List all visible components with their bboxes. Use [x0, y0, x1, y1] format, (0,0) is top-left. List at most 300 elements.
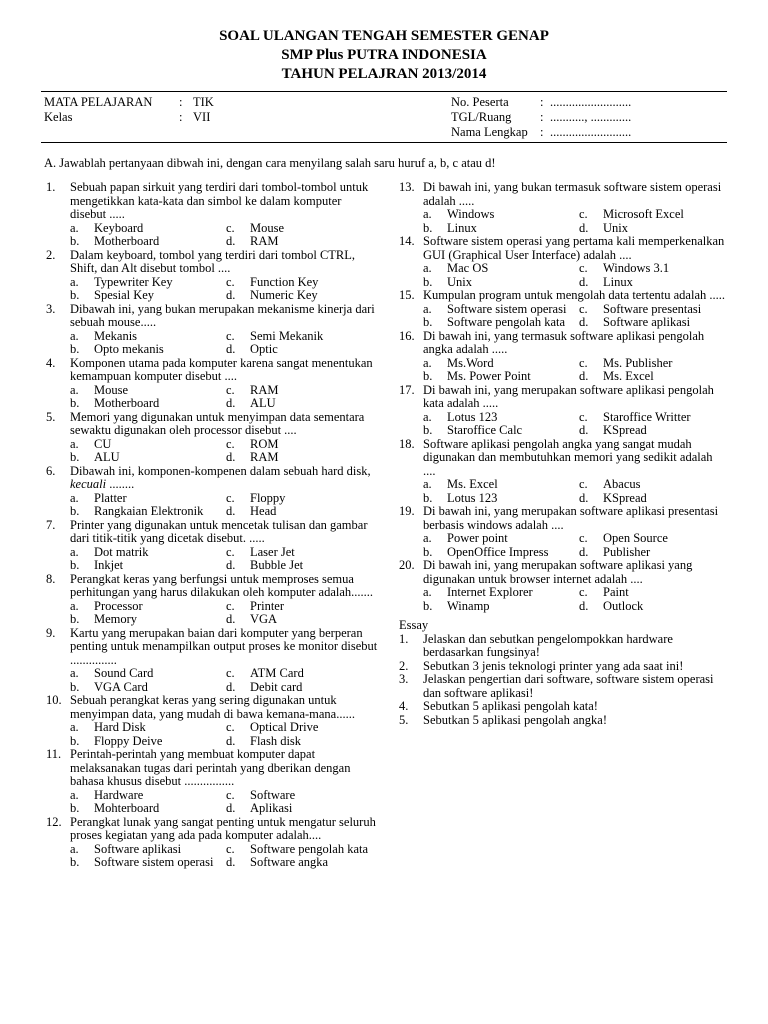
question-number: 10.	[46, 693, 62, 707]
option-letter: c.	[226, 274, 235, 289]
answer-option[interactable]	[70, 559, 226, 573]
option-text: Motherboard	[94, 396, 160, 410]
option-letter: c.	[226, 666, 235, 680]
answer-option[interactable]	[423, 208, 579, 222]
option-text: RAM	[250, 450, 279, 464]
essay-title: Essay	[399, 618, 429, 632]
option-text: ROM	[250, 436, 279, 451]
answer-option[interactable]	[423, 303, 579, 317]
answer-option[interactable]	[579, 370, 727, 384]
option-text: ATM Card	[250, 666, 304, 680]
option-letter: b.	[70, 679, 80, 694]
option-letter: c.	[226, 328, 235, 343]
question-item	[46, 694, 378, 748]
option-text: Ms. Power Point	[447, 369, 531, 383]
answer-option[interactable]	[579, 600, 727, 614]
answer-options	[46, 546, 378, 573]
option-letter: a.	[70, 328, 79, 343]
answer-option[interactable]	[226, 681, 378, 695]
question-text-main: Dibawah ini, komponen-kompenen dalam sebuah hard disk,	[70, 463, 371, 478]
question-item	[46, 357, 378, 411]
info-label: Kelas	[44, 110, 73, 124]
answer-option[interactable]	[226, 789, 378, 803]
question-number: 12.	[46, 814, 62, 829]
info-left	[44, 95, 214, 125]
option-text: Printer	[250, 598, 285, 613]
questions-right-column	[399, 181, 727, 727]
question-text	[423, 330, 727, 357]
question-stem	[46, 519, 378, 546]
answer-option[interactable]	[226, 735, 378, 749]
option-letter: c.	[226, 720, 235, 734]
answer-option[interactable]	[226, 343, 378, 357]
answer-option[interactable]	[226, 384, 378, 398]
question-text	[70, 519, 378, 546]
option-text: Linux	[603, 274, 633, 289]
answer-options	[46, 789, 378, 816]
answer-option[interactable]	[579, 357, 727, 371]
option-letter: d.	[579, 369, 589, 383]
option-text: Outlock	[603, 598, 644, 613]
essay-number: 1.	[399, 631, 409, 646]
option-letter: b.	[423, 220, 433, 235]
option-letter: c.	[226, 841, 235, 856]
question-text-emphasis: kecuali	[70, 477, 107, 491]
header-title: SOAL ULANGAN TENGAH SEMESTER GENAP	[219, 28, 549, 44]
option-text: Software aplikasi	[603, 315, 691, 329]
question-stem	[46, 748, 378, 789]
question-text	[423, 181, 727, 208]
essay-number: 4.	[399, 699, 409, 713]
question-number: 9.	[46, 625, 56, 640]
question-text-main: Di bawah ini, yang merupakan software aplikasi yang digunakan untuk browser internet adalah ....	[423, 558, 693, 586]
question-number: 4.	[46, 355, 56, 370]
answer-option[interactable]	[70, 235, 226, 249]
answer-options	[399, 208, 727, 235]
answer-option[interactable]	[423, 586, 579, 600]
answer-option[interactable]	[226, 222, 378, 236]
option-text: Ms.Word	[447, 355, 494, 370]
question-text-main: Software sistem operasi yang pertama kali memperkenalkan GUI (Graphical User Interface) adalah ....	[423, 234, 725, 262]
option-text: Ms. Excel	[603, 369, 654, 383]
option-text: Staroffice Writter	[603, 409, 691, 424]
question-number: 20.	[399, 558, 415, 572]
question-stem	[46, 357, 378, 384]
info-value: VII	[193, 110, 211, 124]
answer-option[interactable]	[70, 451, 226, 465]
option-text: Unix	[603, 220, 628, 235]
option-text: KSpread	[603, 423, 647, 437]
answer-option[interactable]	[579, 532, 727, 546]
answer-option[interactable]	[70, 600, 226, 614]
answer-option[interactable]	[423, 492, 579, 506]
answer-option[interactable]	[226, 235, 378, 249]
answer-option[interactable]	[579, 546, 727, 560]
question-number: 16.	[399, 328, 415, 343]
answer-option[interactable]	[423, 546, 579, 560]
question-text	[70, 816, 378, 843]
answer-option[interactable]	[579, 492, 727, 506]
info-label: Nama Lengkap	[451, 125, 528, 139]
answer-option[interactable]	[226, 505, 378, 519]
option-text: VGA Card	[94, 679, 148, 694]
answer-option[interactable]	[579, 222, 727, 236]
question-number: 15.	[399, 288, 415, 302]
option-text: Floppy Deive	[94, 733, 163, 748]
answer-option[interactable]	[226, 559, 378, 573]
question-text	[70, 694, 378, 721]
option-text: ALU	[250, 396, 276, 410]
info-sep: :	[179, 110, 183, 124]
answer-option[interactable]	[423, 262, 579, 276]
answer-option[interactable]	[423, 424, 579, 438]
option-letter: d.	[226, 234, 236, 248]
answer-option[interactable]	[226, 451, 378, 465]
option-letter: b.	[423, 274, 433, 289]
question-item	[46, 249, 378, 303]
answer-option[interactable]	[70, 843, 226, 857]
option-text: Lotus 123	[447, 409, 498, 424]
option-text: Numeric Key	[250, 288, 318, 302]
option-text: Open Source	[603, 531, 668, 545]
question-text	[70, 465, 378, 492]
answer-option[interactable]	[579, 303, 727, 317]
option-text: Head	[250, 504, 277, 518]
option-letter: a.	[423, 409, 432, 424]
option-letter: a.	[70, 544, 79, 559]
option-letter: b.	[70, 396, 80, 410]
question-number: 1.	[46, 180, 56, 194]
answer-option[interactable]	[226, 721, 378, 735]
option-text: Dot matrik	[94, 544, 149, 559]
option-letter: b.	[70, 450, 80, 464]
option-letter: c.	[579, 301, 588, 316]
question-stem	[399, 384, 727, 411]
question-item	[46, 816, 378, 870]
answer-option[interactable]	[70, 384, 226, 398]
option-letter: d.	[579, 315, 589, 329]
option-text: VGA	[250, 612, 278, 626]
info-value: ..........................	[550, 95, 632, 109]
answer-option[interactable]	[423, 357, 579, 371]
answer-option[interactable]	[70, 667, 226, 681]
option-letter: d.	[226, 450, 236, 464]
answer-option[interactable]	[423, 532, 579, 546]
option-letter: c.	[226, 436, 235, 451]
info-row-date-room	[451, 110, 631, 125]
info-right	[451, 95, 631, 140]
question-text-main: Di bawah ini, yang merupakan software aplikasi pengolah kata adalah .....	[423, 382, 714, 410]
answer-option[interactable]	[423, 276, 579, 290]
question-text	[70, 627, 378, 668]
answer-options	[46, 438, 378, 465]
option-text: Linux	[447, 220, 477, 235]
essay-item	[399, 714, 727, 728]
info-sep: :	[540, 95, 544, 109]
answer-option[interactable]	[579, 208, 727, 222]
answer-option[interactable]	[423, 478, 579, 492]
option-text: Publisher	[603, 544, 651, 559]
answer-option[interactable]	[70, 492, 226, 506]
option-letter: d.	[579, 490, 589, 505]
option-letter: a.	[423, 477, 432, 491]
option-letter: a.	[70, 666, 79, 680]
answer-option[interactable]	[70, 343, 226, 357]
option-text: Optical Drive	[250, 720, 319, 734]
answer-option[interactable]	[226, 667, 378, 681]
info-value: TIK	[193, 95, 214, 109]
option-letter: d.	[226, 801, 236, 815]
question-item	[46, 573, 378, 627]
answer-option[interactable]	[70, 289, 226, 303]
option-text: Semi Mekanik	[250, 328, 324, 343]
answer-option[interactable]	[226, 613, 378, 627]
answer-option[interactable]	[226, 856, 378, 870]
question-stem	[46, 303, 378, 330]
option-letter: a.	[70, 787, 79, 802]
answer-option[interactable]	[70, 613, 226, 627]
option-text: Hardware	[94, 787, 144, 802]
option-letter: c.	[226, 544, 235, 559]
info-label: MATA PELAJARAN	[44, 95, 153, 109]
answer-option[interactable]	[70, 276, 226, 290]
option-letter: c.	[226, 787, 235, 802]
option-letter: d.	[226, 679, 236, 694]
option-text: Opto mekanis	[94, 342, 164, 356]
answer-options	[46, 492, 378, 519]
option-text: Inkjet	[94, 558, 124, 572]
question-stem	[399, 289, 727, 303]
header-school: SMP Plus PUTRA INDONESIA	[281, 47, 487, 63]
option-text: Floppy	[250, 490, 286, 505]
question-text	[423, 289, 727, 303]
option-text: KSpread	[603, 490, 647, 505]
question-text-main: Sebuah perangkat keras yang sering digunakan untuk menyimpan data, yang mudah di bawa kemana-mana......	[70, 693, 355, 721]
question-number: 11.	[46, 747, 62, 761]
option-letter: a.	[423, 301, 432, 316]
question-text	[70, 573, 378, 600]
question-text-main: Perintah-perintah yang membuat komputer dapat melaksanakan tugas dari perintah yang dberikan dengan bahasa khusus disebut ................	[70, 747, 351, 788]
header-year: TAHUN PELAJRAN 2013/2014	[281, 66, 487, 82]
option-text: Laser Jet	[250, 544, 295, 559]
option-text: Mekanis	[94, 328, 138, 343]
answer-option[interactable]	[226, 600, 378, 614]
question-stem	[399, 438, 727, 479]
answer-option[interactable]	[70, 222, 226, 236]
option-letter: c.	[579, 261, 588, 275]
question-number: 17.	[399, 382, 415, 397]
option-text: Ms. Publisher	[603, 355, 673, 370]
question-number: 2.	[46, 247, 56, 262]
option-text: Bubble Jet	[250, 558, 304, 572]
option-letter: a.	[70, 598, 79, 613]
info-row-participant	[451, 95, 631, 110]
answer-option[interactable]	[70, 505, 226, 519]
answer-options	[46, 667, 378, 694]
option-letter: c.	[579, 207, 588, 221]
answer-option[interactable]	[226, 492, 378, 506]
question-text-main: Kumpulan program untuk mengolah data tertentu adalah .....	[423, 288, 725, 302]
top-divider	[41, 91, 727, 92]
option-letter: c.	[579, 409, 588, 424]
question-text	[70, 748, 378, 789]
option-letter: b.	[70, 612, 80, 626]
option-letter: b.	[70, 733, 80, 748]
question-item	[399, 559, 727, 613]
question-text-main: Software aplikasi pengolah angka yang sangat mudah digunakan dan membutuhkan memori yang sedikit adalah ....	[423, 436, 713, 478]
option-letter: d.	[579, 423, 589, 437]
answer-option[interactable]	[70, 546, 226, 560]
question-text-main: Komponen utama pada komputer karena sangat menentukan kemampuan komputer disebut ....	[70, 355, 373, 383]
question-item	[46, 411, 378, 465]
answer-option[interactable]	[423, 316, 579, 330]
option-text: Motherboard	[94, 234, 160, 248]
info-label: TGL/Ruang	[451, 110, 512, 124]
question-text-main: Printer yang digunakan untuk mencetak tulisan dan gambar dari titik-titik yang dicetak disebut. .....	[70, 517, 368, 545]
option-text: Power point	[447, 531, 508, 545]
option-text: Memory	[94, 612, 138, 626]
answer-options	[399, 303, 727, 330]
answer-option[interactable]	[226, 438, 378, 452]
question-text-main: Dibawah ini, yang bukan merupakan mekanisme kinerja dari sebuah mouse.....	[70, 301, 375, 329]
option-text: Mouse	[250, 220, 285, 235]
question-text-main: Sebuah papan sirkuit yang terdiri dari tombol-tombol untuk mengetikkan kata-kata dan simbol ke dalam komputer disebut .....	[70, 180, 369, 221]
option-letter: a.	[70, 436, 79, 451]
question-number: 19.	[399, 504, 415, 518]
question-text	[70, 249, 378, 276]
essay-item	[399, 660, 727, 674]
option-text: Mohterboard	[94, 801, 160, 815]
answer-option[interactable]	[226, 276, 378, 290]
question-item	[46, 748, 378, 816]
option-text: RAM	[250, 382, 279, 397]
option-letter: b.	[423, 544, 433, 559]
question-text-main: Di bawah ini, yang bukan termasuk software sistem operasi adalah .....	[423, 180, 722, 208]
option-text: Processor	[94, 598, 143, 613]
option-letter: a.	[423, 585, 432, 599]
question-stem	[399, 181, 727, 208]
question-number: 3.	[46, 301, 56, 316]
question-stem	[46, 465, 378, 492]
option-text: Spesial Key	[94, 288, 155, 302]
question-text	[423, 505, 727, 532]
answer-options	[46, 384, 378, 411]
exam-header	[0, 27, 768, 84]
option-text: Mac OS	[447, 261, 489, 275]
essay-item	[399, 700, 727, 714]
option-text: Aplikasi	[250, 801, 293, 815]
answer-option[interactable]	[226, 289, 378, 303]
option-letter: d.	[226, 558, 236, 572]
answer-option[interactable]	[70, 397, 226, 411]
answer-option[interactable]	[579, 478, 727, 492]
option-letter: b.	[423, 369, 433, 383]
question-number: 6.	[46, 463, 56, 478]
option-letter: d.	[226, 855, 236, 869]
answer-option[interactable]	[70, 802, 226, 816]
question-stem	[399, 235, 727, 262]
option-text: Software presentasi	[603, 301, 702, 316]
option-letter: a.	[70, 490, 79, 505]
option-letter: a.	[70, 841, 79, 856]
question-item	[46, 519, 378, 573]
essay-number: 2.	[399, 658, 409, 673]
question-stem	[399, 330, 727, 357]
question-stem	[46, 181, 378, 222]
answer-option[interactable]	[70, 721, 226, 735]
question-text-main: Perangkat lunak yang sangat penting untuk mengatur seluruh proses kegiatan yang ada pada komputer adalah....	[70, 814, 376, 842]
answer-option[interactable]	[579, 424, 727, 438]
answer-options	[399, 478, 727, 505]
answer-option[interactable]	[226, 843, 378, 857]
option-text: ALU	[94, 450, 120, 464]
answer-option[interactable]	[226, 330, 378, 344]
answer-option[interactable]	[579, 276, 727, 290]
option-letter: a.	[70, 274, 79, 289]
answer-option[interactable]	[579, 586, 727, 600]
question-text	[70, 303, 378, 330]
option-letter: d.	[226, 504, 236, 518]
info-sep: :	[540, 110, 544, 124]
option-text: CU	[94, 436, 112, 451]
answer-option[interactable]	[226, 802, 378, 816]
answer-option[interactable]	[70, 681, 226, 695]
option-text: Software pengolah kata	[250, 841, 369, 856]
question-text-main: Dalam keyboard, tombol yang terdiri dari tombol CTRL, Shift, dan Alt disebut tombol ....	[70, 247, 356, 275]
answer-option[interactable]	[423, 370, 579, 384]
answer-option[interactable]	[226, 397, 378, 411]
answer-options	[46, 276, 378, 303]
option-letter: a.	[423, 531, 432, 545]
option-text: Staroffice Calc	[447, 423, 523, 437]
question-stem	[46, 694, 378, 721]
answer-options	[46, 721, 378, 748]
answer-option[interactable]	[423, 411, 579, 425]
option-letter: a.	[70, 382, 79, 397]
option-text: Unix	[447, 274, 472, 289]
option-text: Windows	[447, 207, 495, 221]
option-text: RAM	[250, 234, 279, 248]
answer-option[interactable]	[579, 316, 727, 330]
question-number: 18.	[399, 436, 415, 451]
answer-options	[399, 411, 727, 438]
answer-option[interactable]	[70, 438, 226, 452]
question-text	[423, 235, 727, 262]
answer-option[interactable]	[423, 222, 579, 236]
option-letter: b.	[70, 855, 80, 869]
answer-options	[399, 586, 727, 613]
option-letter: c.	[579, 585, 588, 599]
option-letter: c.	[579, 355, 588, 370]
answer-option[interactable]	[70, 330, 226, 344]
question-item	[399, 289, 727, 330]
essay-text: Sebutkan 5 aplikasi pengolah kata!	[423, 699, 598, 713]
question-number: 7.	[46, 517, 56, 532]
answer-option[interactable]	[70, 856, 226, 870]
info-label: No. Peserta	[451, 95, 509, 109]
option-text: Flash disk	[250, 733, 302, 748]
option-letter: b.	[70, 288, 80, 302]
answer-option[interactable]	[70, 789, 226, 803]
answer-option[interactable]	[70, 735, 226, 749]
answer-option[interactable]	[423, 600, 579, 614]
option-letter: b.	[70, 234, 80, 248]
question-text-main: Memori yang digunakan untuk menyimpan data sementara sewaktu digunakan oleh processor disebut ....	[70, 409, 365, 437]
answer-option[interactable]	[226, 546, 378, 560]
answer-option[interactable]	[579, 262, 727, 276]
answer-option[interactable]	[579, 411, 727, 425]
option-text: Software angka	[250, 855, 329, 869]
